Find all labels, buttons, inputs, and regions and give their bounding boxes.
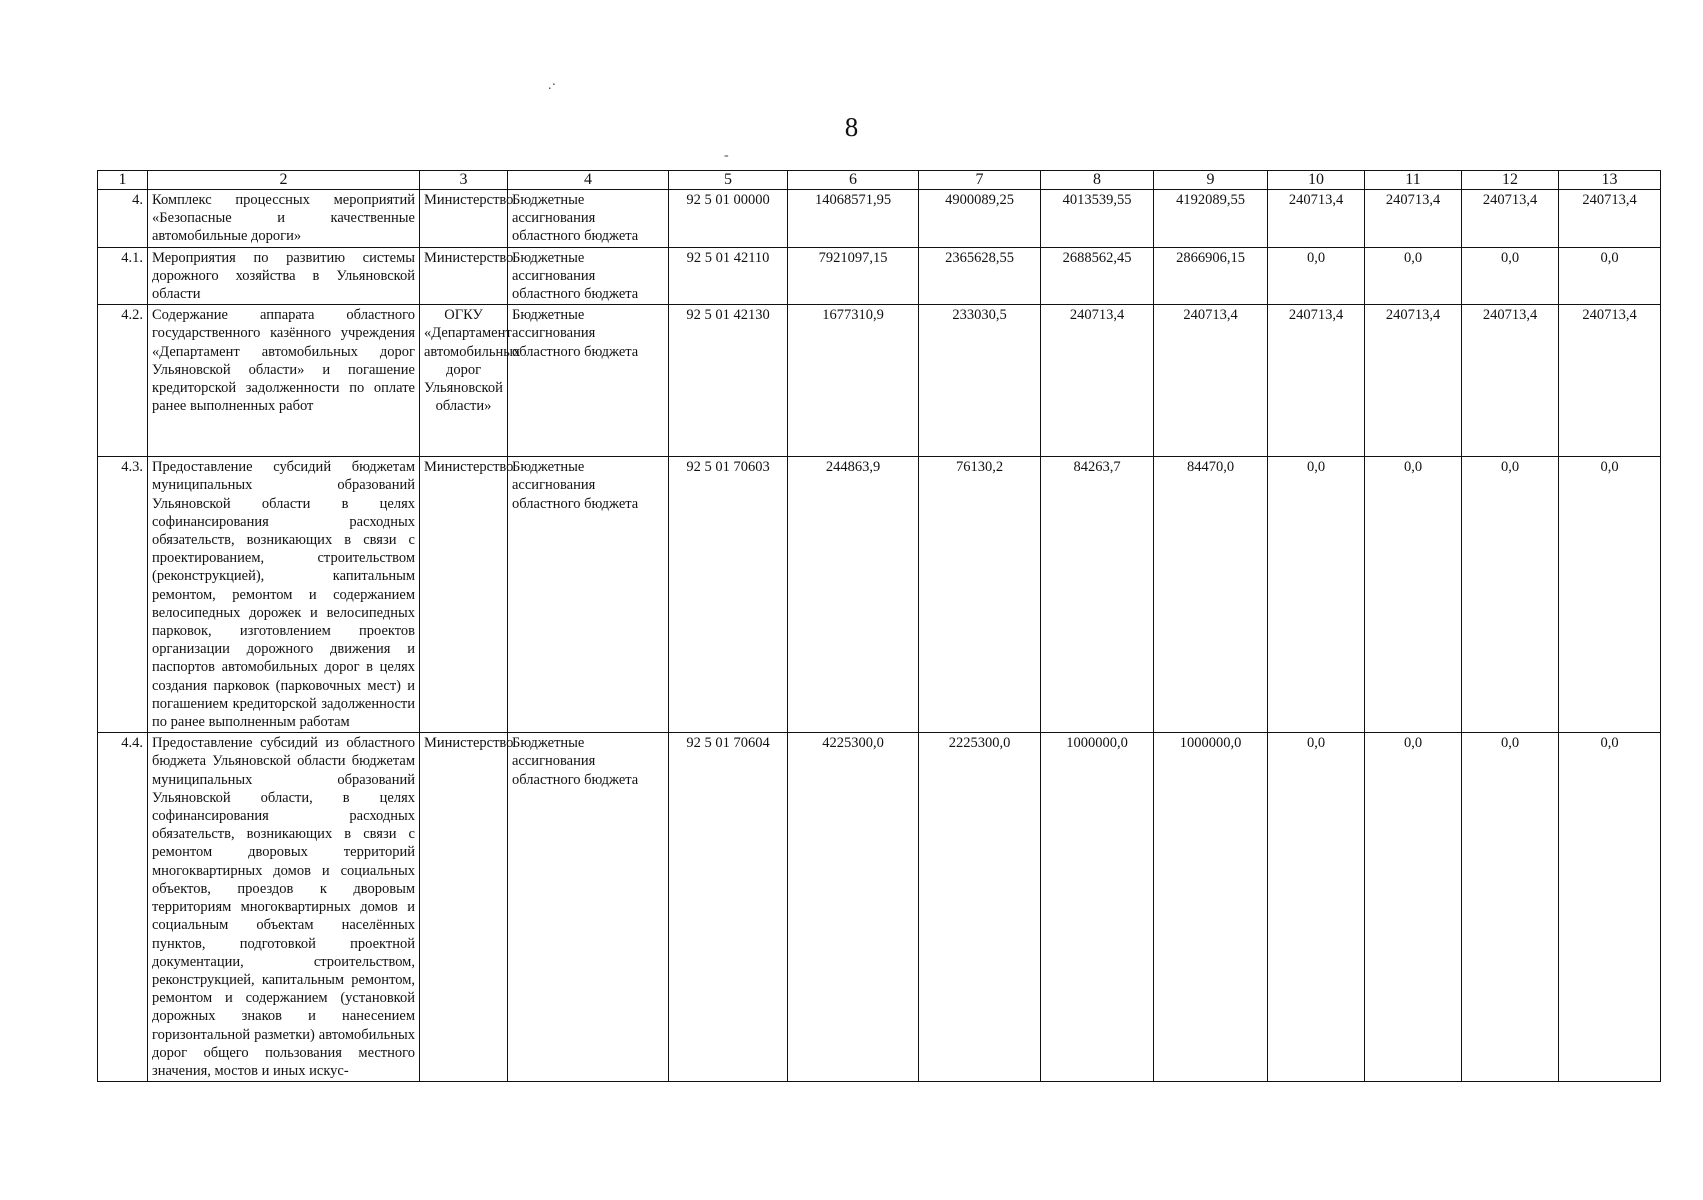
row-number: 4.1. [98,247,148,305]
amount-value: 244863,9 [788,457,919,733]
responsible-executor: Министерство [420,457,508,733]
row-number: 4.3. [98,457,148,733]
funding-source: Бюджетные ассигнования областного бюджета [508,457,669,733]
row-number: 4.4. [98,733,148,1082]
amount-value: 0,0 [1268,733,1365,1082]
amount-value: 4225300,0 [788,733,919,1082]
budget-code: 92 5 01 00000 [669,190,788,248]
budget-code: 92 5 01 70604 [669,733,788,1082]
amount-value: 2225300,0 [919,733,1041,1082]
amount-value: 1000000,0 [1041,733,1154,1082]
funding-source: Бюджетные ассигнования областного бюджета [508,305,669,457]
responsible-executor: ОГКУ «Департамент автомобильных дорог Ульяновской области» [420,305,508,457]
amount-value: 4013539,55 [1041,190,1154,248]
table-row [98,305,1661,457]
scan-speck: .· [548,78,557,93]
amount-value: 0,0 [1462,457,1559,733]
amount-value: 0,0 [1559,247,1661,305]
amount-value: 2365628,55 [919,247,1041,305]
funding-source: Бюджетные ассигнования областного бюджета [508,247,669,305]
funding-source: Бюджетные ассигнования областного бюджета [508,733,669,1082]
amount-value: 0,0 [1365,457,1462,733]
amount-value: 2866906,15 [1154,247,1268,305]
column-header: 13 [1559,171,1661,190]
amount-value: 0,0 [1462,247,1559,305]
column-header: 9 [1154,171,1268,190]
column-header: 3 [420,171,508,190]
amount-value: 76130,2 [919,457,1041,733]
responsible-executor: Министерство [420,733,508,1082]
amount-value: 0,0 [1462,733,1559,1082]
responsible-executor: Министерство [420,247,508,305]
budget-code: 92 5 01 42130 [669,305,788,457]
amount-value: 0,0 [1365,733,1462,1082]
amount-value: 240713,4 [1365,190,1462,248]
budget-code: 92 5 01 70603 [669,457,788,733]
amount-value: 240713,4 [1462,190,1559,248]
amount-value: 240713,4 [1268,190,1365,248]
column-header: 7 [919,171,1041,190]
amount-value: 240713,4 [1462,305,1559,457]
column-header: 4 [508,171,669,190]
column-header: 11 [1365,171,1462,190]
table-row [98,457,1661,733]
column-header: 12 [1462,171,1559,190]
column-header: 5 [669,171,788,190]
table-row [98,247,1661,305]
row-number: 4. [98,190,148,248]
amount-value: 7921097,15 [788,247,919,305]
table-row [98,190,1661,248]
amount-value: 240713,4 [1559,305,1661,457]
measure-name: Комплекс процессных мероприятий «Безопасные и качественные автомобильные дороги» [148,190,420,248]
row-number: 4.2. [98,305,148,457]
column-header: 6 [788,171,919,190]
amount-value: 240713,4 [1365,305,1462,457]
amount-value: 4900089,25 [919,190,1041,248]
amount-value: 240713,4 [1559,190,1661,248]
amount-value: 0,0 [1268,457,1365,733]
amount-value: 240713,4 [1268,305,1365,457]
amount-value: 4192089,55 [1154,190,1268,248]
budget-code: 92 5 01 42110 [669,247,788,305]
column-header: 10 [1268,171,1365,190]
responsible-executor: Министерство [420,190,508,248]
column-header: 8 [1041,171,1154,190]
page-number: 8 [844,112,859,142]
funding-source: Бюджетные ассигнования областного бюджета [508,190,669,248]
amount-value: 240713,4 [1041,305,1154,457]
scan-speck: - [724,148,729,163]
measure-name: Предоставление субсидий из областного бюджета Ульяновской области бюджетам муниципальных образований Ульяновской области, в целях софинансирования расходных обязательств, возникающих в связи с ремонтом дворовых территорий многоквартирных домов и социальных объектов, проездов к дворовым территориям многоквартирных домов и социальным объектам населённых пунктов, подготовкой проектной документации, строительством, реконструкцией, капитальным ремонтом, ремонтом и содержанием (установкой дорожных знаков и нанесением горизонтальной разметки) автомобильных дорог общего пользования местного значения, мостов и иных искус- [148,733,420,1082]
budget-table [97,170,1661,1082]
amount-value: 0,0 [1268,247,1365,305]
amount-value: 14068571,95 [788,190,919,248]
amount-value: 0,0 [1365,247,1462,305]
column-header: 2 [148,171,420,190]
amount-value: 1000000,0 [1154,733,1268,1082]
amount-value: 84263,7 [1041,457,1154,733]
amount-value: 1677310,9 [788,305,919,457]
amount-value: 233030,5 [919,305,1041,457]
amount-value: 0,0 [1559,457,1661,733]
column-header: 1 [98,171,148,190]
table-row [98,733,1661,1082]
measure-name: Мероприятия по развитию системы дорожного хозяйства в Ульяновской области [148,247,420,305]
measure-name: Предоставление субсидий бюджетам муниципальных образований Ульяновской области в целях софинансирования расходных обязательств, возникающих в связи с проектированием, строительством (реконструкцией), капитальным ремонтом, ремонтом и содержанием велосипедных дорожек и велосипедных парковок, изготовлением проектов организации дорожного движения и паспортов автомобильных дорог в целях создания парковок (парковочных мест) и погашением кредиторской задолженности по ранее выполненным работам [148,457,420,733]
amount-value: 2688562,45 [1041,247,1154,305]
amount-value: 0,0 [1559,733,1661,1082]
amount-value: 84470,0 [1154,457,1268,733]
column-number-row [98,171,1661,190]
measure-name: Содержание аппарата областного государственного казённого учреждения «Департамент автомобильных дорог Ульяновской области» и погашение кредиторской задолженности по оплате ранее выполненных работ [148,305,420,457]
amount-value: 240713,4 [1154,305,1268,457]
